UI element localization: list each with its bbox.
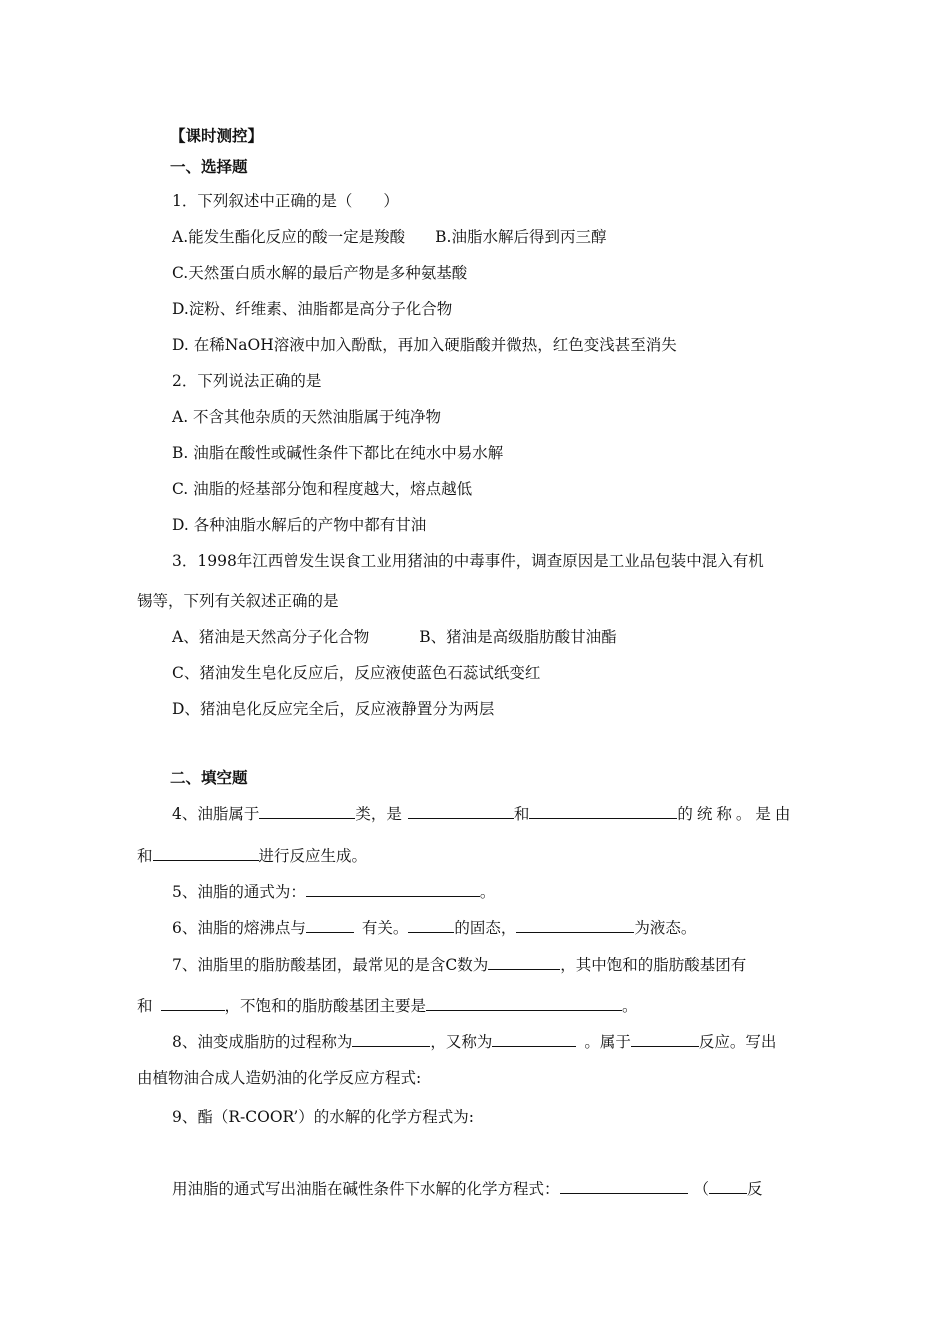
q5-text-1: 5、油脂的通式为： [172, 883, 306, 901]
q3-option-b: B、猪油是高级脂肪酸甘油酯 [419, 628, 617, 646]
q9-text-1: 用油脂的通式写出油脂在碱性条件下水解的化学方程式： [172, 1180, 560, 1198]
q2-stem: 2．下列说法正确的是 [172, 372, 322, 390]
q8-text-1: 8、油变成脂肪的过程称为 [172, 1033, 353, 1051]
q3-stem-line2: 锡等，下列有关叙述正确的是 [137, 592, 339, 610]
q2-option-c: C. 油脂的烃基部分饱和程度越大，熔点越低 [172, 480, 473, 498]
q1-option-b-text: B.油脂水解后得到丙三醇 [435, 228, 607, 246]
q7-text-5: 。 [622, 997, 638, 1015]
q2-option-a: A. 不含其他杂质的天然油脂属于纯净物 [172, 408, 442, 426]
q6-line [172, 917, 696, 938]
q7-text-2: ，其中饱和的脂肪酸基团有 [560, 956, 747, 974]
q7-blank-3[interactable] [426, 995, 622, 1011]
q6-text-2: 有关。 [361, 919, 409, 937]
q4-blank-2[interactable] [408, 803, 514, 819]
q3-option-c: C、猪油发生皂化反应后，反应液使蓝色石蕊试纸变红 [172, 664, 541, 682]
q7-line1 [172, 954, 746, 975]
q9-line2 [172, 1178, 763, 1199]
q7-line2 [137, 995, 638, 1016]
q8-blank-2[interactable] [492, 1031, 576, 1047]
q5-line [172, 881, 495, 902]
q6-text-1: 6、油脂的熔沸点与 [172, 919, 306, 937]
q4-text-5: 和 [137, 847, 153, 865]
q9-text-3: 反 [747, 1180, 763, 1198]
q9-blank-2[interactable] [709, 1178, 747, 1194]
q8-line2: 由植物油合成人造奶油的化学反应方程式: [137, 1069, 422, 1087]
q4-blank-4[interactable] [153, 845, 259, 861]
q7-text-3: 和 [137, 997, 153, 1015]
q1-stem: 1．下列叙述中正确的是（ ） [172, 192, 399, 210]
q1-option-a-text: A.能发生酯化反应的酸一定是羧酸 [172, 228, 406, 246]
q6-blank-3[interactable] [516, 917, 634, 933]
q7-blank-2[interactable] [161, 995, 225, 1011]
q3-option-ab [172, 627, 617, 647]
q4-blank-3[interactable] [529, 803, 677, 819]
q6-text-4: 为液态。 [634, 919, 697, 937]
q4-line2 [137, 845, 367, 866]
q8-text-2: ，又称为 [430, 1033, 493, 1051]
section-choice-heading: 一、选择题 [170, 158, 248, 176]
q8-text-4: 反应。写出 [698, 1033, 777, 1051]
q4-text-3: 和 [513, 805, 530, 823]
header-title: 【课时测控】 [170, 127, 264, 145]
q2-option-d: D. 各种油脂水解后的产物中都有甘油 [172, 516, 427, 534]
q9-blank-1[interactable] [560, 1178, 688, 1194]
q5-text-2: 。 [479, 883, 496, 901]
q2-option-b: B. 油脂在酸性或碱性条件下都比在纯水中易水解 [172, 444, 504, 462]
q1-option-d: D.淀粉、纤维素、油脂都是高分子化合物 [172, 300, 453, 318]
q4-text-1: 4、油脂属于 [172, 805, 260, 823]
q4-line1 [172, 803, 794, 824]
q9-text-2: （ [693, 1180, 710, 1198]
q6-blank-2[interactable] [408, 917, 454, 933]
q3-stem-line1: 3．1998年江西曾发生误食工业用猪油的中毒事件，调查原因是工业品包装中混入有机 [172, 552, 764, 570]
q6-text-3: 的固态， [454, 919, 517, 937]
q8-text-3: 。属于 [584, 1033, 631, 1051]
q8-blank-1[interactable] [352, 1031, 430, 1047]
q7-text-1: 7、油脂里的脂肪酸基团，最常见的是含C数为 [172, 956, 489, 974]
q1-option-a [172, 227, 606, 247]
q3-option-d: D、猪油皂化反应完全后，反应液静置分为两层 [172, 700, 495, 718]
q1-option-d2: D. 在稀NaOH溶液中加入酚酞，再加入硬脂酸并微热，红色变浅甚至消失 [172, 336, 677, 354]
q6-blank-1[interactable] [306, 917, 354, 933]
q4-text-6: 进行反应生成。 [258, 847, 368, 865]
q8-line1 [172, 1031, 776, 1052]
q4-text-2: 类，是 [355, 805, 402, 823]
q7-text-4: ，不饱和的脂肪酸基团主要是 [224, 997, 427, 1015]
q9-stem: 9、酯（R-COOR’）的水解的化学方程式为: [172, 1108, 475, 1126]
q4-blank-1[interactable] [259, 803, 355, 819]
q1-option-c: C.天然蛋白质水解的最后产物是多种氨基酸 [172, 264, 468, 282]
q4-text-4: 的统称。是由 [677, 805, 795, 823]
q5-blank-1[interactable] [306, 881, 480, 897]
q8-blank-3[interactable] [631, 1031, 699, 1047]
section-fill-heading: 二、填空题 [170, 769, 248, 787]
q3-option-a: A、猪油是天然高分子化合物 [172, 628, 370, 646]
q7-blank-1[interactable] [488, 954, 560, 970]
